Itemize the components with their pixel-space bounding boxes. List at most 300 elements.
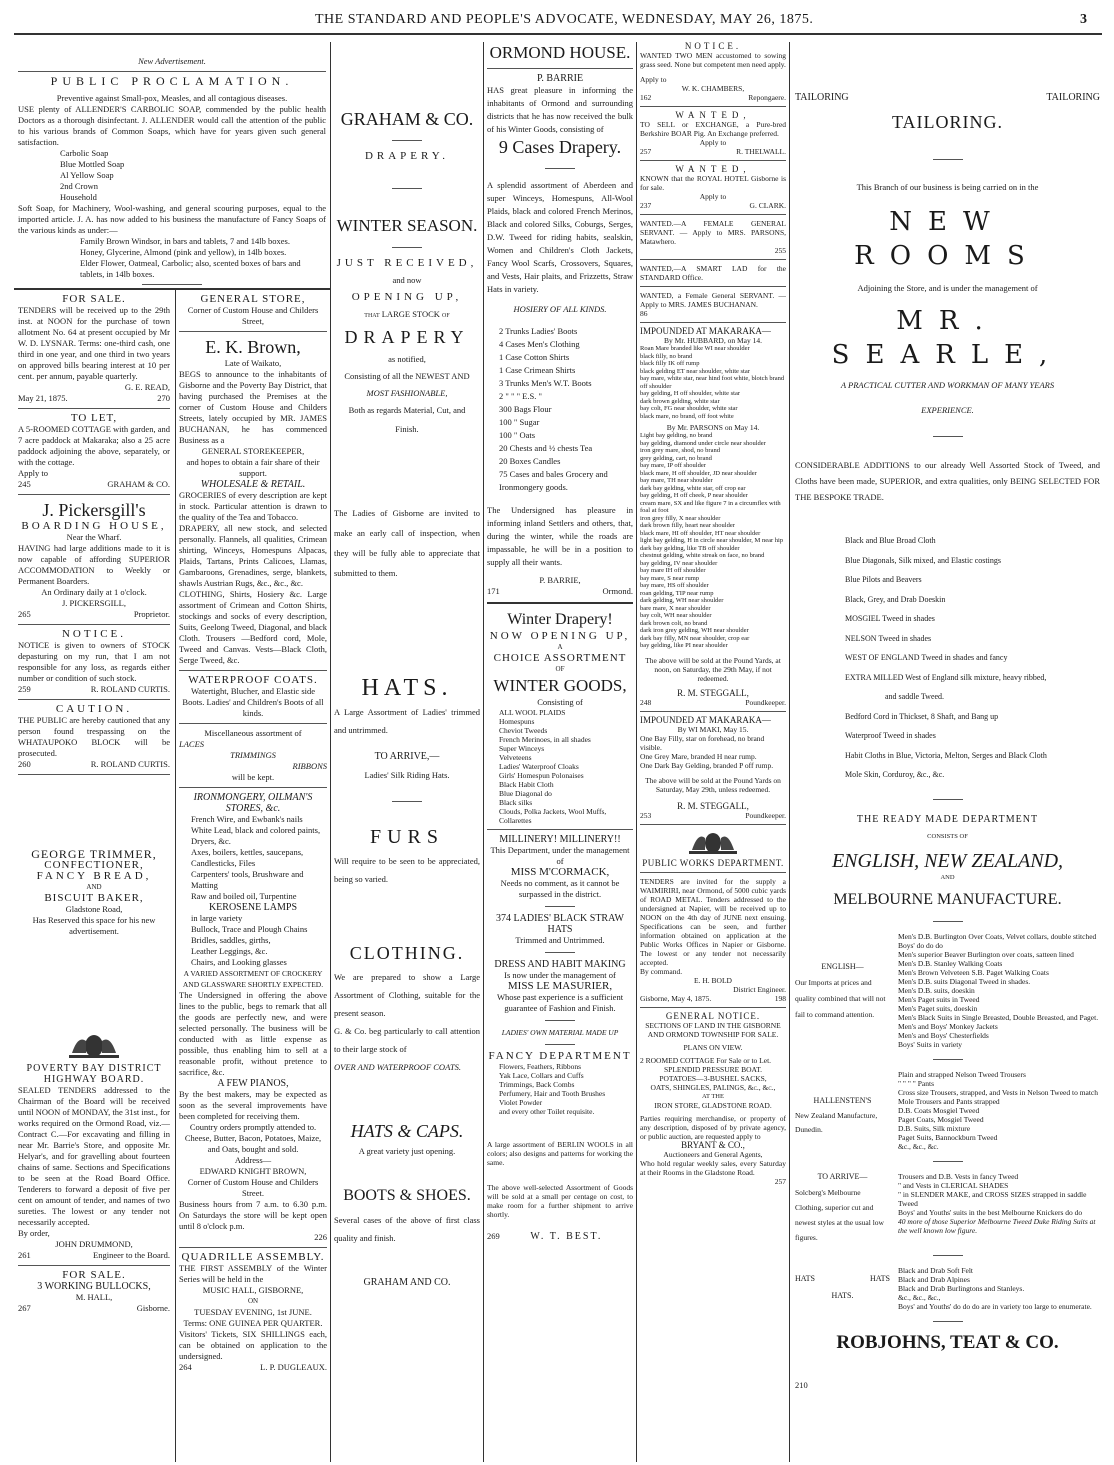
list-item: bay mare, TH near shoulder xyxy=(640,477,713,484)
ad-footer xyxy=(640,93,786,102)
list-item: Black and Blue Broad Cloth xyxy=(845,536,936,545)
list-item: black gelding ET near shoulder, white star xyxy=(640,367,750,375)
signature: P. BARRIE, xyxy=(539,575,581,585)
column-1-right xyxy=(179,294,327,1465)
english-label: ENGLISH— xyxy=(821,961,864,971)
list-item: One Dark Bay Gelding, branded P off rump. xyxy=(640,760,774,770)
by-hubbard: By Mr. HUBBARD, on May 14. xyxy=(664,336,762,345)
list-item: Blue Diagonals, Silk mixed, and Elastic costings xyxy=(845,555,1001,565)
list-item: Trimmings, Back Combs xyxy=(499,1080,575,1089)
ad-footer xyxy=(179,1362,327,1373)
list-item: Bedford Cord in Thickset, 8 Shaft, and Bang up xyxy=(845,711,999,721)
by-maki: By WI MAKI, May 15. xyxy=(677,724,749,734)
brown-body: BEGS to announce to the inhabitants of Gisborne and the Poverty Bay District, that having purchased the Premises at the corner of Custom House and Childers Streets, lately occupied by MR. JAMES BUCHANAN, he has commenced Business as a xyxy=(179,369,327,445)
divider xyxy=(933,436,963,437)
address-label: Address— xyxy=(234,1155,272,1165)
divider xyxy=(18,624,170,625)
ribbons: RIBBONS xyxy=(292,761,327,771)
dress-making: DRESS AND HABIT MAKING xyxy=(494,959,626,970)
nine-cases: 9 Cases Drapery. xyxy=(498,137,622,157)
above-goods: The above well-selected Assortment of Goods will be sold at a small per centage on cost, to make room for a further shipment to arrive shortly. xyxy=(487,1183,633,1219)
new-advertisement-label: New Advertisement. xyxy=(138,56,206,66)
list-item: bare mare, X near shoulder xyxy=(640,604,711,612)
now-opening: NOW OPENING UP, xyxy=(489,630,631,642)
list-item: Black and Drab Soft Felt xyxy=(898,1265,973,1275)
list-item: in large variety xyxy=(191,913,243,923)
list-item: and saddle Tweed. xyxy=(885,692,945,701)
list-item: D.B. Coats Mosgiel Tweed xyxy=(898,1105,980,1115)
ad-number: 257 xyxy=(774,1176,786,1186)
divider xyxy=(640,322,786,323)
list-item: 20 Chests and ½ chests Tea xyxy=(499,443,593,453)
quadrille-title: QUADRILLE ASSEMBLY. xyxy=(181,1251,325,1263)
list-item: Habit Cloths in Blue, Victoria, Melton, Serges and Black Cloth xyxy=(845,750,1047,760)
drapery-label: DRAPERY. xyxy=(364,150,450,162)
column-rule xyxy=(483,42,484,1462)
ad-footer xyxy=(18,684,170,695)
list-item: Men's superior Beaver Burlington over coats, satteen lined xyxy=(898,949,1074,959)
signature: R. ROLAND CURTIS. xyxy=(90,759,170,769)
apply-to: Apply to xyxy=(640,75,667,84)
list-item: Blue Pilots and Beavers xyxy=(845,575,922,584)
list-item: Mole Skin, Corduroy, &c., &c. xyxy=(845,770,945,779)
proprietor: Proprietor. xyxy=(133,609,170,619)
mccormack: MISS M'CORMACK, xyxy=(510,866,610,878)
near-wharf: Near the Wharf. xyxy=(66,532,122,542)
divider xyxy=(933,1161,963,1162)
list-item: cream mare, SX and like figure 7 in a circumflex with foal at foot xyxy=(640,499,781,514)
boots-shoes-body: Several cases of the above of first class quality and finish. xyxy=(334,1215,480,1243)
divider xyxy=(933,159,963,160)
list-item: iron grey mare, shod, no brand xyxy=(640,447,720,454)
sold-notice-2: The above will be sold at the Pound Yards on Saturday, May 29th, unless redeemed. xyxy=(645,775,781,794)
column-1-top xyxy=(18,56,326,288)
divider xyxy=(18,71,326,72)
list-item: ALL WOOL PLAIDS xyxy=(499,708,566,717)
royal-hotel: KNOWN that the ROYAL HOTEL Gisborne is for sale. xyxy=(640,174,786,192)
list-item: bay mare, white star, near hind foot white, blotch brand off shoulder xyxy=(640,375,785,390)
ladies-invited: The Ladies of Gisborne are invited to make an early call of inspection, when they will be fully able to appreciate that submitted to them. xyxy=(334,508,480,578)
ad-number: 171 xyxy=(487,586,500,596)
divider xyxy=(640,214,786,215)
general-servant: WANTED, a Female General SERVANT. —Apply to MRS. JAMES BUCHANAN. xyxy=(640,291,786,309)
list-item: Leather Leggings, &c. xyxy=(191,946,268,956)
hats-left: HATS xyxy=(795,1273,816,1283)
list-item: bay gelding, H off shoulder, white star xyxy=(640,390,740,397)
weekly-sales: Who hold regular weekly sales, every Saturday at their Rooms in the Gladstone Road. xyxy=(640,1158,786,1177)
new-rooms: NEW ROOMS xyxy=(854,207,1041,271)
list-item: Plain and strapped Nelson Tweed Trousers xyxy=(898,1069,1026,1079)
divider xyxy=(640,711,786,712)
signature: G. E. READ, xyxy=(124,382,170,392)
divider xyxy=(179,670,327,671)
splendid-assortment: A splendid assortment of Aberdeen and super Winceys, Homespuns, All-Wool Plaids, black and colored French Merinos, Black and colored Silks, Coburgs, Serges, D.W. Tweed for riding habits, sealskin, Women and Children's Cloth Jackets, Fancy Wool Scarfs, Crossovers, Squares, and Vests, Hair plaits, and Frizzetts, Straw Hats in variety. xyxy=(487,180,633,294)
quadrille-body: THE FIRST ASSEMBLY of the Winter Series will be held in the xyxy=(179,1263,327,1284)
divider xyxy=(640,106,786,107)
divider xyxy=(933,1321,963,1322)
consists-of: CONSISTS OF xyxy=(927,832,968,840)
general-store-title: GENERAL STORE, xyxy=(200,294,306,305)
tailoring-left: TAILORING xyxy=(795,92,849,103)
divider xyxy=(545,906,575,907)
notice-body: NOTICE is given to owners of STOCK depasturing on my run, that I am not responsible for any loss, as regards either number or condition of such stock. xyxy=(18,640,170,683)
proclamation-body: USE plenty of ALLENDER'S CARBOLIC SOAP, commended by the public health Doctors as a thorough disinfectant. J. ALLENDER would call the attention of the public to his various brands of Common Soaps, which have for years given such general satisfaction. xyxy=(18,104,326,147)
column-1-left xyxy=(18,294,170,1465)
divider xyxy=(933,799,963,800)
list-item: Men's Black Suits in Single Breasted, Double Breasted, and Paget. xyxy=(898,1012,1099,1022)
fashionable: MOST FASHIONABLE, xyxy=(366,388,448,398)
list-item: Elder Flower, Oatmeal, Carbolic; also, scented boxes of bars and tablets, in 14lb boxes. xyxy=(80,258,301,279)
boar-pig: TO SELL or EXCHANGE, a Pure-bred Berkshire BOAR Pig. An Exchange preferred. xyxy=(640,120,786,138)
list-item: Boys' do do do xyxy=(898,940,943,950)
ladies-own: LADIES' OWN MATERIAL MADE UP xyxy=(501,1028,619,1037)
list-item: White Lead, black and colored paints, Dryers, &c. xyxy=(191,825,321,846)
will-be-kept: will be kept. xyxy=(231,772,275,782)
visitors: Visitors' Tickets, SIX SHILLINGS each, can be obtained on application to the undersigned. xyxy=(179,1329,327,1361)
and-now: and now xyxy=(392,275,422,285)
late-waikato: Late of Waikato, xyxy=(224,358,282,368)
list-item: Chairs, and Looking glasses xyxy=(191,957,287,967)
divider xyxy=(933,921,963,922)
list-item: Men's Paget suits in Tweed xyxy=(898,994,980,1004)
business-hours: Business hours from 7 a.m. to 6.30 p.m. On Saturdays the store will be kept open until 8 o'clock p.m. xyxy=(179,1199,327,1231)
misc-assortment: Miscellaneous assortment of xyxy=(204,728,302,738)
needs-no-comment: Needs no comment, as it cannot be surpassed in the district. xyxy=(500,878,620,899)
oats: OATS, SHINGLES, PALINGS, &c., &c., xyxy=(650,1082,776,1092)
english-section xyxy=(795,932,1100,1049)
furs-title: FURS xyxy=(369,826,445,848)
hosiery: HOSIERY OF ALL KINDS. xyxy=(513,304,607,314)
list-item: Honey, Glycerine, Almond (pink and yellow), in 14lb boxes. xyxy=(80,247,287,257)
notice-title: NOTICE. xyxy=(61,628,127,640)
pickersgill-title: J. Pickersgill's xyxy=(42,500,146,520)
list-item: Men's D.B. Burlington Over Coats, Velvet collars, double stitched xyxy=(898,931,1097,941)
list-item: Yak Lace, Collars and Cuffs xyxy=(499,1071,584,1080)
list-item: bay colt, FG near shoulder, white star xyxy=(640,405,738,412)
column-rule xyxy=(636,42,637,1462)
list-item: NELSON Tweed in shades xyxy=(845,633,932,643)
soap-list xyxy=(18,148,326,203)
divider xyxy=(14,288,330,290)
list-item: Homespuns xyxy=(499,717,535,726)
adjoining: Adjoining the Store, and is under the management of xyxy=(857,283,1038,293)
list-item: Bullock, Trace and Plough Chains xyxy=(191,924,308,934)
signature: W. T. BEST. xyxy=(530,1231,603,1242)
list-item: Candlesticks, Files xyxy=(191,858,256,868)
auctioneers: Auctioneers and General Agents, xyxy=(663,1149,763,1159)
list-item: &c., &c., &c., xyxy=(898,1292,941,1302)
opening-up: OPENING UP, xyxy=(351,291,463,303)
boarding-house: BOARDING HOUSE, xyxy=(21,520,167,532)
for-sale-title: FOR SALE. xyxy=(62,294,126,305)
list-item: Men's D.B. Stanley Walking Coats xyxy=(898,958,1003,968)
a-label: A xyxy=(557,643,563,651)
place: Gisborne. xyxy=(136,1303,170,1313)
divider xyxy=(640,1007,786,1008)
column-rule xyxy=(789,42,790,1462)
iron-store: IRON STORE, GLADSTONE ROAD. xyxy=(654,1100,772,1110)
fancy-soap-list xyxy=(18,236,326,280)
ormond-title: ORMOND HOUSE. xyxy=(489,43,631,62)
ironmongery-title: IRONMONGERY, OILMAN'S STORES, &c. xyxy=(193,792,313,814)
music-hall: MUSIC HALL, GISBORNE, xyxy=(202,1285,304,1295)
exchange: Cheese, Butter, Bacon, Potatoes, Maize, and Oats, bought and sold. xyxy=(184,1133,322,1154)
millinery-title: MILLINERY! MILLINERY!! xyxy=(499,834,621,845)
bullocks: 3 WORKING BULLOCKS, xyxy=(37,1281,151,1292)
waterproof-coats: WATERPROOF COATS. xyxy=(188,674,318,686)
divider xyxy=(18,774,170,775)
list-item: 75 Cases and bales Grocery and Ironmongery goods. xyxy=(499,469,608,492)
list-item: black filly IK off rump xyxy=(640,360,700,367)
page-number: 3 xyxy=(1080,12,1087,27)
ad-number: 267 xyxy=(18,1303,31,1313)
proclamation-title: PUBLIC PROCLAMATION. xyxy=(50,74,294,88)
arrive-section xyxy=(795,1172,1100,1245)
list-item: dark bay gelding, white star, off crop ear xyxy=(640,484,746,492)
just-received: JUST RECEIVED, xyxy=(336,257,478,269)
clothing-body: We are prepared to show a Large Assortment of Clothing, suitable for the present season. xyxy=(334,972,480,1018)
list-item: Mole Trousers and Pants strapped xyxy=(898,1096,1000,1106)
cloth-list xyxy=(795,531,1100,785)
ad-footer xyxy=(18,1303,170,1314)
list-item: 2nd Crown xyxy=(60,181,99,191)
column-3 xyxy=(487,42,633,1465)
wholesale-retail: WHOLESALE & RETAIL. xyxy=(200,479,306,490)
pressure-boat: SPLENDID PRESSURE BOAT. xyxy=(663,1064,762,1074)
clothing-title: CLOTHING. xyxy=(349,943,465,963)
plans-on-view: PLANS ON VIEW. xyxy=(683,1042,743,1052)
hats-caps: HATS & CAPS. xyxy=(350,1121,464,1141)
list-item: Black, Grey, and Drab Doeskin xyxy=(845,594,946,604)
role: Poundkeeper. xyxy=(745,697,786,707)
ad-number: 226 xyxy=(314,1232,327,1242)
list-item: Super Winceys xyxy=(499,744,545,753)
masurier: MISS LE MASURIER, xyxy=(507,980,613,992)
list-item: dark gelding, WH near shoulder xyxy=(640,597,724,604)
list-item: bay mare, IP off shoulder xyxy=(640,462,706,469)
undersigned-body: The Undersigned in offering the above lines to the public, begs to remark that all the goods are perfectly new, and were selected personally. The business will be conducted with as little expense as possible, thus enabling him to sell at a reasonable profit, without pretence to sacrifice, &c. xyxy=(179,990,327,1077)
divider xyxy=(18,408,170,409)
ad-number: 248 xyxy=(640,697,652,707)
hallensten-side: New Zealand Manufacture, Dunedin. xyxy=(795,1110,878,1134)
royal-crest-icon xyxy=(64,1031,124,1059)
list-item: 20 Boxes Candles xyxy=(499,456,561,466)
whose-experience: Whose past experience is a sufficient guarantee of Fashion and Finish. xyxy=(496,992,624,1013)
millinery-body: This Department, under the management of xyxy=(490,845,630,866)
winter-drapery: Winter Drapery! xyxy=(507,611,613,628)
graham-footer: GRAHAM AND CO. xyxy=(363,1277,451,1288)
ad-footer xyxy=(18,759,170,770)
list-item: black filly, no brand xyxy=(640,352,693,360)
list-item: Men's and Boys' Monkey Jackets xyxy=(898,1021,998,1031)
divider xyxy=(179,1247,327,1248)
list-item: Men's D.B. suits Diagonal Tweed in shades. xyxy=(898,976,1031,986)
list-item: Household xyxy=(60,192,97,202)
column-rule xyxy=(330,42,331,1462)
and-label: AND xyxy=(86,883,102,891)
maki-list xyxy=(640,734,786,770)
ad-number: 261 xyxy=(18,1250,31,1260)
list-item: Clouds, Polka Jackets, Wool Muffs, Collarettes xyxy=(499,807,607,825)
branch: This Branch of our business is being carried on in the xyxy=(856,182,1039,192)
date: May 21, 1875. xyxy=(18,393,68,403)
hats-body: A Large Assortment of Ladies' trimmed and untrimmed. xyxy=(334,707,480,735)
store-corner: Corner of Custom House and Childers Street, xyxy=(187,305,319,326)
hats-center: HATS. xyxy=(831,1290,854,1300)
divider xyxy=(179,331,327,332)
drapery: DRAPERY, all new stock, and selected personally. Flannels, all qualities, Crimean shirting, Winceys, Homespuns Alpacas, Plaids, Tartans, Prints Calicoes, Llamas, Gambaroons, Grenadines, serge, blankets, shawls Austrian Rugs, &c., &c., &c. xyxy=(179,523,327,588)
list-item: Perfumery, Hair and Tooth Brushes xyxy=(499,1089,606,1098)
divider xyxy=(179,787,327,788)
ad-number: 237 xyxy=(640,201,652,210)
list-item: bay gelding, like PI near shoulder xyxy=(640,642,728,649)
list-item: 300 Bags Flour xyxy=(499,404,552,414)
ad-footer xyxy=(18,609,170,620)
list-item: iron grey filly, X near shoulder xyxy=(640,514,721,522)
list-item: Black and Drab Burlingtons and Stanleys. xyxy=(898,1283,1025,1293)
kerosene-lamps: KEROSENE LAMPS xyxy=(208,902,298,913)
ordinary: An Ordinary daily at 1 o'clock. xyxy=(41,587,147,597)
list-item: dark bay gelding, like TB off shoulder xyxy=(640,544,740,552)
by-order: By order, xyxy=(18,1228,50,1238)
list-item: 40 more of those Superior Melbourne Tweed Duke Riding Suits at the well known low figure. xyxy=(898,1216,1096,1235)
to-let-body: A 5-ROOMED COTTAGE with garden, and 7 acre paddock at Makaraka; also a 25 acre paddock adjoining the above, separately, or with the cottage. xyxy=(18,424,170,467)
trimmed: Trimmed and Untrimmed. xyxy=(515,935,605,945)
apply-to: Apply to xyxy=(18,468,48,478)
consisting-of: Consisting of xyxy=(537,697,583,707)
list-item: roan gelding, TIP near rump xyxy=(640,589,714,597)
list-item: One Grey Mare, branded H near rump. xyxy=(640,751,757,761)
list-item: Light bay gelding, no brand xyxy=(640,432,713,439)
list-item: Paget Coats, Mosgiel Tweed xyxy=(898,1114,984,1124)
list-item: One Bay Filly, star on forehead, no brand visible. xyxy=(640,733,765,752)
ad-number: 264 xyxy=(179,1362,192,1372)
to-let-title: TO LET, xyxy=(70,412,118,424)
both-regards: Both as regards Material, Cut, and xyxy=(348,405,466,415)
poverty-bay-title: POVERTY BAY DISTRICT HIGHWAY BOARD. xyxy=(26,1063,162,1085)
on-label: ON xyxy=(247,1297,259,1305)
list-item: bay gelding, IV near shoulder xyxy=(640,559,718,567)
list-item: bay gelding, diamond under circle near shoulder xyxy=(640,439,766,447)
list-item: 2 Trunks Ladies' Boots xyxy=(499,326,578,336)
list-item: Violet Powder xyxy=(499,1098,543,1107)
by-command: By command. xyxy=(640,966,683,976)
goods-list xyxy=(487,325,633,494)
groceries: GROCERIES of every description are kept in stock. Particular attention is drawn to the quality of the Tea and Tobacco. xyxy=(179,490,327,522)
poverty-bay-body: SEALED TENDERS addressed to the Chairman of the Board will be received until NOON of MONDAY, the 31st inst., for works required on the Ormond Road, viz.— Contract C.—For excavating and filling in near Mr. Barrie's Store, and opposite Mr. Helyar's, and for gravelling about fourteen chains of same. Sections and Specifications to be seen at the Road Board Office. Tenderers to forward a deposit of five per cent on amount of tender, and names of two sureties. The lowest or any tender not necessarily accepted. xyxy=(18,1085,170,1227)
ad-footer xyxy=(640,201,786,210)
potatoes: POTATOES—3-BUSHEL SACKS, xyxy=(659,1073,767,1083)
hats-mid: HATS xyxy=(869,1273,890,1283)
for-sale-body: TENDERS will be received up to the 29th inst. at NOON for the purchase of town allotment No. 64 at present occupied by Mr W. D. LYSNAR. Terms: one-third cash, one third in one year, and one third in two years on approved bills bearing interest at 10 per cent. per annum, payable quarterly. xyxy=(18,305,170,381)
list-item: dark bay filly, MN near shoulder, crop ear xyxy=(640,634,750,642)
divider xyxy=(933,1255,963,1256)
list-item: Trousers and D.B. Vests in fancy Tweed xyxy=(898,1171,1019,1181)
finish: Finish. xyxy=(395,424,419,434)
signature: J. PICKERSGILL, xyxy=(62,598,126,608)
ad-footer xyxy=(18,1250,170,1261)
clothing: CLOTHING, Shirts, Hosiery &c. Large assortment of Crimean and Cotton Shirts, stockings and socks of every description, Suits, Geelong Tweed, Diagonal, and black Cloth. Trousers —Bedford cord, Mole, Tweed and Canvas. Vests—Black Cloth, Serge Tweed, &c. xyxy=(179,589,327,665)
ad-number: 265 xyxy=(18,609,31,619)
female-servant: WANTED.—A FEMALE GENERAL SERVANT. — Apply to MRS. PARSONS, Matawhero. xyxy=(640,219,786,246)
signature: R. M. STEGGALL, xyxy=(677,687,749,698)
divider xyxy=(392,247,422,248)
sections-land: SECTIONS OF LAND IN THE GISBORNE AND ORMOND TOWNSHIP FOR SALE. xyxy=(645,1020,781,1039)
wanted-title: WANTED, xyxy=(675,164,751,174)
list-item: bay gelding, H off cheek, P near shoulder xyxy=(640,492,748,499)
list-item: Paget Suits, Bannockburn Tweed xyxy=(898,1132,998,1142)
list-item: bay mare IH off shoulder xyxy=(640,567,706,574)
hats-title: HATS. xyxy=(361,675,453,701)
english-side: Our Imports at prices and quality combined that will not fail to command attention. xyxy=(795,977,886,1019)
ad-number: 86 xyxy=(640,309,648,318)
of-label: OF xyxy=(555,665,565,673)
signature: JOHN DRUMMOND, xyxy=(55,1239,133,1249)
signature: G. CLARK. xyxy=(749,201,786,210)
ad-number: 269 xyxy=(487,1231,500,1241)
arrive-label: TO ARRIVE— xyxy=(817,1171,868,1181)
divider xyxy=(487,602,633,604)
signature: E. H. BOLD xyxy=(694,975,732,985)
list-item: Men's Paget suits, doeskin xyxy=(898,1003,978,1013)
trimmings: TRIMMINGS xyxy=(230,750,276,760)
divider xyxy=(640,286,786,287)
for-sale-2-title: FOR SALE. xyxy=(62,1269,126,1281)
divider xyxy=(545,1044,575,1045)
ad-number: 245 xyxy=(18,479,31,489)
ormond-body: HAS great pleasure in informing the inhabitants of Ormond and surrounding districts that he has now received the bulk of his Winter Goods, consisting of xyxy=(487,85,633,134)
list-item: French Wire, and Ewbank's nails xyxy=(191,814,303,824)
by-parsons: By Mr. PARSONS on May 14. xyxy=(666,423,760,432)
list-item: dark iron grey gelding, WH near shoulder xyxy=(640,627,749,634)
engineer: Engineer to the Board. xyxy=(93,1250,170,1260)
apply-to: Apply to xyxy=(699,138,727,147)
divider xyxy=(545,952,575,953)
country-orders: Country orders promptly attended to. xyxy=(189,1122,317,1132)
proclamation-subtitle: Preventive against Small-pox, Measles, and all contagious diseases. xyxy=(56,93,288,103)
ad-footer xyxy=(640,698,786,707)
list-item: 4 Cases Men's Clothing xyxy=(499,339,580,349)
wanted-title: WANTED, xyxy=(675,110,751,120)
list-item: Girls' Homespun Polonaises xyxy=(499,771,584,780)
divider xyxy=(18,699,170,700)
ad-footer xyxy=(18,393,170,404)
list-item: Men's Brown Velveteen S.B. Paget Walking Coats xyxy=(898,967,1049,977)
public-works-body: TENDERS are invited for the supply a WAIMIRIRI, near Ormond, of 5000 cubic yards of ROAD METAL. Tenders addressed to the undersigned at Napier, will be received up to NOON on the 4th day of JUNE next ensuing. Specifications can be seen, and further information obtained on application at the Public Works Offices in Napier or Gisborne. The lowest or any tender not necessarily accepted. xyxy=(640,876,786,967)
list-item: Family Brown Windsor, in bars and tablets, 7 and 14lb boxes. xyxy=(80,236,290,246)
hopes: and hopes to obtain a fair share of their support. xyxy=(186,457,320,478)
gco-attention: G. & Co. beg particularly to call attention to their large stock of xyxy=(334,1026,480,1054)
divider xyxy=(640,824,786,825)
ad-number: 162 xyxy=(640,93,652,102)
practical-cutter: A PRACTICAL CUTTER AND WORKMAN OF MANY YEARS xyxy=(840,380,1055,390)
list-item: chestnut gelding, white streak on face, no brand xyxy=(640,552,765,559)
list-item: 2 " " " E.S. " xyxy=(499,391,542,401)
boots-line: Watertight, Blucher, and Elastic side Boots. Ladies' and Children's Boots of all kinds. xyxy=(182,686,324,718)
trimmer-trade: CONFECTIONER, xyxy=(44,859,144,871)
impounded-title: IMPOUNDED AT MAKARAKA— xyxy=(640,326,771,336)
tailoring-header xyxy=(795,92,1100,103)
ad-footer xyxy=(18,479,170,490)
waterproof-coats-2: OVER AND WATERPROOF COATS. xyxy=(334,1062,462,1072)
ad-number: 210 xyxy=(795,1379,808,1390)
list-item: grey gelding, cart, no brand xyxy=(640,454,712,462)
ad-number: 260 xyxy=(18,759,31,769)
furs-body: Will require to be seen to be appreciated, being so varied. xyxy=(334,856,480,884)
robjohns-title: ROBJOHNS, TEAT & CO. xyxy=(836,1331,1059,1353)
sold-notice: The above will be sold at the Pound Yards, at noon, on Saturday, the 29th May, if not redeemed. xyxy=(645,655,781,683)
hats-section xyxy=(795,1266,1100,1311)
